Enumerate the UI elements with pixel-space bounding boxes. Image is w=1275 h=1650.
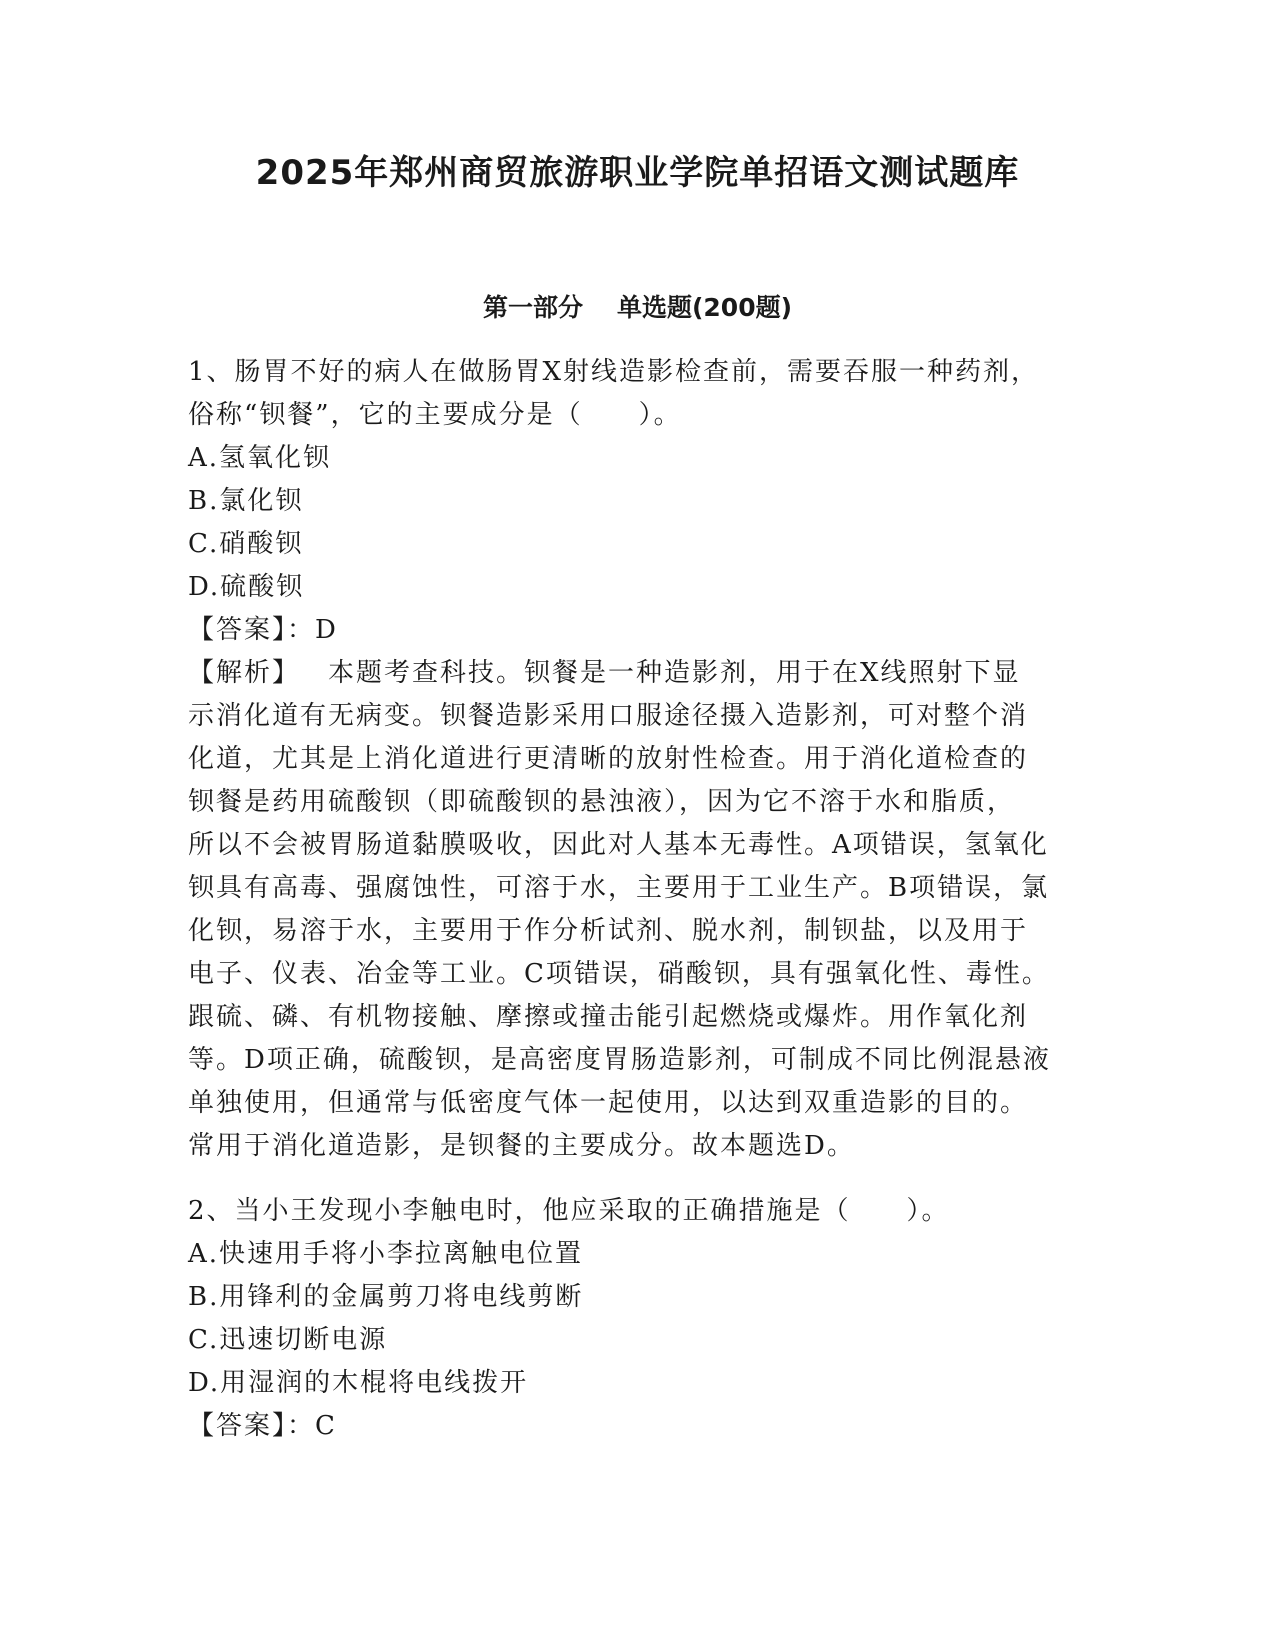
answer-value: D <box>315 615 338 645</box>
question-2-answer <box>188 1405 1088 1448</box>
question-1-analysis-line-8: 电子、仪表、冶金等工业。C项错误，硝酸钡，具有强氧化性、毒性。 <box>188 959 1050 989</box>
question-1-option-d: D.硫酸钡 <box>188 572 305 602</box>
question-2 <box>188 1190 1088 1448</box>
answer-label: 【答案】： <box>188 615 316 645</box>
question-2-option-a: A.快速用手将小李拉离触电位置 <box>188 1239 584 1269</box>
question-2-option-d: D.用湿润的木棍将电线拨开 <box>188 1368 529 1398</box>
question-1-stem-line-2: 俗称“钡餐”，它的主要成分是（ ）。 <box>188 400 682 430</box>
question-1-analysis-line-12: 常用于消化道造影，是钡餐的主要成分。故本题选D。 <box>188 1131 855 1161</box>
question-1-analysis-line-1 <box>188 652 1088 695</box>
question-1-stem-line-1: 1、肠胃不好的病人在做肠胃X射线造影检查前，需要吞服一种药剂， <box>188 357 1040 387</box>
question-1-analysis-line-6: 钡具有高毒、强腐蚀性，可溶于水，主要用于工业生产。B项错误，氯 <box>188 873 1050 903</box>
question-2-option-b: B.用锋利的金属剪刀将电线剪断 <box>188 1282 584 1312</box>
answer-label: 【答案】： <box>188 1411 316 1441</box>
question-1-option-b: B.氯化钡 <box>188 486 304 516</box>
question-1-analysis-line-2: 示消化道有无病变。钡餐造影采用口服途径摄入造影剂，可对整个消 <box>188 701 1029 731</box>
question-2-stem-line-1: 2、当小王发现小李触电时，他应采取的正确措施是（ ）。 <box>188 1196 950 1226</box>
question-1-option-a: A.氢氧化钡 <box>188 443 332 473</box>
question-1-answer <box>188 609 1088 652</box>
question-1 <box>188 351 1088 1168</box>
question-1-analysis-line-3: 化道，尤其是上消化道进行更清晰的放射性检查。用于消化道检查的 <box>188 744 1029 774</box>
question-1-option-c: C.硝酸钡 <box>188 529 304 559</box>
analysis-label: 【解析】 <box>188 658 301 688</box>
section-part: 第一部分 <box>482 293 583 322</box>
question-1-analysis-line-9: 跟硫、磷、有机物接触、摩擦或撞击能引起燃烧或爆炸。用作氧化剂 <box>188 1002 1029 1032</box>
question-1-analysis-line-10: 等。D项正确，硫酸钡，是高密度胃肠造影剂，可制成不同比例混悬液 <box>188 1045 1051 1075</box>
question-1-analysis-line-11: 单独使用，但通常与低密度气体一起使用，以达到双重造影的目的。 <box>188 1088 1029 1118</box>
section-name: 单选题(200题) <box>616 293 793 322</box>
answer-value: C <box>315 1411 337 1441</box>
section-title <box>0 288 1275 328</box>
document-title: 2025年郑州商贸旅游职业学院单招语文测试题库 <box>255 153 1020 193</box>
question-1-analysis-line-7: 化钡，易溶于水，主要用于作分析试剂、脱水剂，制钡盐，以及用于 <box>188 916 1029 946</box>
question-1-analysis-line-4: 钡餐是药用硫酸钡（即硫酸钡的悬浊液），因为它不溶于水和脂质， <box>188 787 1016 817</box>
analysis-text: 本题考查科技。钡餐是一种造影剂，用于在X线照射下显 <box>328 658 1021 688</box>
question-2-option-c: C.迅速切断电源 <box>188 1325 388 1355</box>
question-1-analysis-line-5: 所以不会被胃肠道黏膜吸收，因此对人基本无毒性。A项错误，氢氧化 <box>188 830 1049 860</box>
